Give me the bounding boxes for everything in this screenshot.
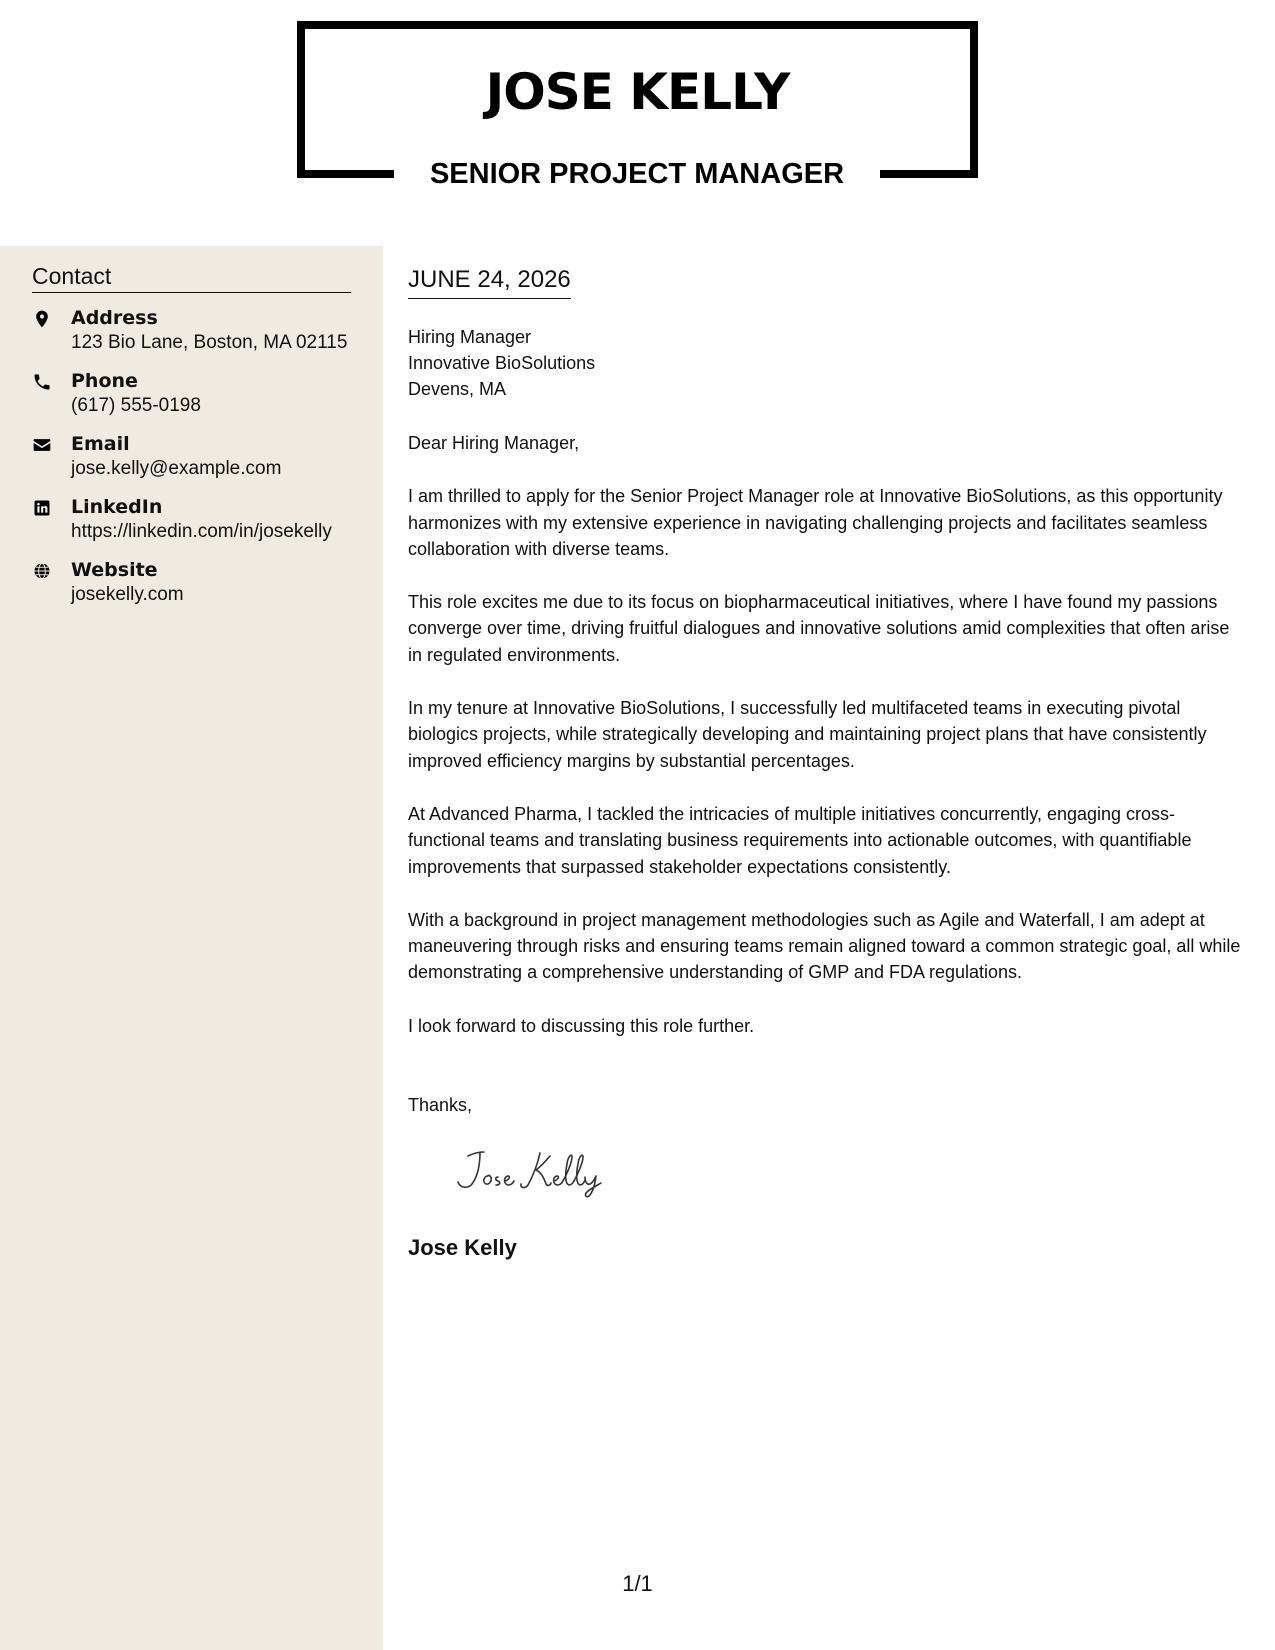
contact-value: josekelly.com (71, 584, 184, 605)
letter-body (408, 430, 1248, 1066)
recipient-block (408, 324, 595, 402)
contact-label: Address (71, 307, 158, 329)
body-paragraph: In my tenure at Innovative BioSolutions, I successfully led multifaceted teams in executing pivotal biologics projects, while strategically developing and maintaining project plans that have consistently improved efficiency margins by substantial percentages. (408, 698, 1207, 771)
letter-date: JUNE 24, 2026 (408, 264, 571, 299)
recipient-line: Devens, MA (408, 379, 507, 399)
body-paragraph: I look forward to discussing this role further. (408, 1015, 755, 1036)
contact-label: LinkedIn (71, 496, 163, 518)
handwritten-signature (450, 1140, 630, 1200)
map-pin-icon (32, 309, 56, 333)
contact-label: Website (71, 559, 158, 581)
salutation: Dear Hiring Manager, (408, 433, 580, 453)
envelope-icon (32, 435, 56, 459)
phone-icon (32, 372, 56, 396)
contact-label: Email (71, 433, 130, 455)
body-paragraph: This role excites me due to its focus on biopharmaceutical initiatives, where I have found my passions converge over time, driving fruitful dialogues and innovative solutions amid complexities that often arise in regulated environments. (408, 592, 1230, 665)
closing: Thanks, (408, 1095, 473, 1115)
applicant-name: JOSE KELLY (485, 63, 790, 121)
contact-value: https://linkedin.com/in/josekelly (71, 521, 332, 542)
body-paragraph: At Advanced Pharma, I tackled the intricacies of multiple initiatives concurrently, engaging cross-functional teams and translating business requirements into actionable outcomes, with quantifiable improvements that surpassed stakeholder expectations consistently. (408, 803, 1192, 877)
linkedin-icon (32, 498, 56, 522)
page-number: 1/1 (622, 1571, 653, 1596)
contact-value: jose.kelly@example.com (71, 458, 282, 479)
signer-name: Jose Kelly (408, 1235, 517, 1260)
contact-label: Phone (71, 370, 138, 392)
contact-heading: Contact (32, 261, 351, 293)
body-paragraph: I am thrilled to apply for the Senior Project Manager role at Innovative BioSolutions, as this opportunity harmonizes with my extensive experience in navigating challenging projects and facilitates seamless collaboration with diverse teams. (408, 486, 1223, 559)
recipient-line: Innovative BioSolutions (408, 353, 596, 373)
contact-value: (617) 555-0198 (71, 395, 201, 416)
contact-value: 123 Bio Lane, Boston, MA 02115 (71, 332, 348, 353)
recipient-line: Hiring Manager (408, 327, 532, 347)
body-paragraph: With a background in project management methodologies such as Agile and Waterfall, I am adept at maneuvering through risks and ensuring teams remain aligned toward a common strategic goal, all while demonstrating a comprehensive understanding of GMP and FDA regulations. (408, 909, 1241, 983)
job-title: SENIOR PROJECT MANAGER (429, 158, 845, 190)
globe-icon (32, 561, 56, 585)
